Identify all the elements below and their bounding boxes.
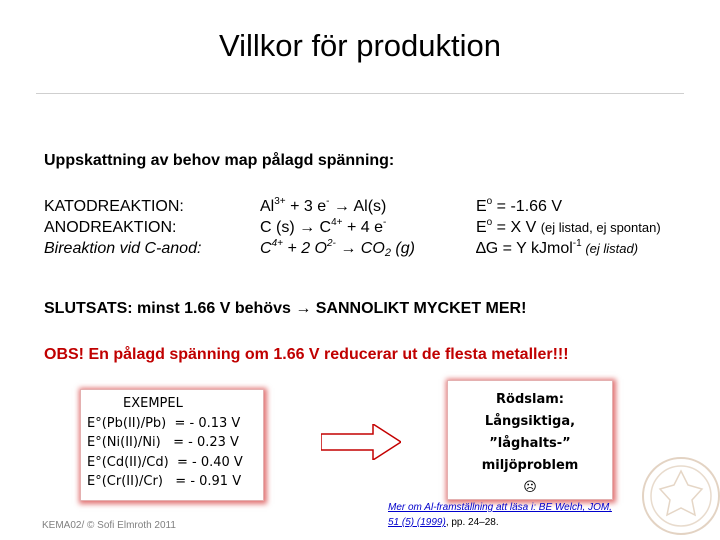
anode-potential: $E^o = X$ V (ej listad, ej spontan)	[476, 217, 661, 236]
red-mud-line: miljöproblem	[481, 458, 579, 473]
example-box	[80, 389, 264, 501]
arrow-icon: →	[295, 300, 312, 317]
reference-link-volume[interactable]: 51 (5) (1999)	[388, 517, 446, 528]
cathode-potential: $E^o = -1.66$ V	[476, 196, 563, 215]
example-heading: EXEMPEL	[123, 396, 183, 411]
red-mud-title: Rödslam:	[496, 392, 564, 407]
side-reaction-equation: $C^{4+} + 2$ $O^{2-} \to CO_2$ (g)	[260, 238, 415, 259]
obs-warning: OBS! En pålagd spänning om 1.66 V reducerar ut de flesta metaller!!!	[44, 346, 569, 363]
title-divider	[36, 93, 684, 94]
example-row: E°(Cd(II)/Cd) = - 0.40 V	[87, 454, 243, 470]
university-seal-icon	[640, 455, 720, 537]
reaction-equations	[260, 196, 415, 259]
side-reaction-gibbs: ∆G = Y kJmol$^{-1}$ (ej listad)	[476, 238, 639, 257]
reaction-labels	[44, 196, 201, 259]
intro-heading: Uppskattning av behov map pålagd spänning:	[44, 152, 395, 169]
slide-title: Villkor för produktion	[218, 28, 501, 63]
example-row: E°(Cr(II)/Cr) = - 0.91 V	[87, 474, 242, 489]
example-row: E°(Pb(II)/Pb) = - 0.13 V	[87, 415, 241, 431]
arrow-icon: →	[299, 219, 316, 236]
reference-link[interactable]: Mer om Al-framställning att läsa i: BE Welch, JOM,	[388, 502, 612, 513]
sad-face-icon: ☹	[523, 480, 537, 495]
red-mud-line: ”låghalts-”	[489, 436, 571, 451]
red-mud-box	[447, 380, 613, 500]
anode-label: ANODREAKTION:	[44, 219, 177, 236]
arrow-icon: →	[333, 198, 350, 215]
anode-equation: C $(s) \to C^{4+} + 4$ e-	[260, 217, 387, 236]
block-arrow-icon	[321, 424, 401, 460]
reaction-potentials	[476, 196, 661, 259]
side-reaction-label: Bireaktion vid C-anod:	[44, 240, 202, 257]
arrow-icon: →	[340, 240, 357, 257]
footer-credit: KEMA02/ © Sofi Elmroth 2011	[42, 520, 176, 531]
example-row: E°(Ni(II)/Ni) = - 0.23 V	[87, 435, 239, 450]
cathode-equation: $Al^{3+} + 3$ e- → Al(s)	[260, 196, 387, 215]
conclusion: SLUTSATS: minst 1.66 V behövs → SANNOLIKT MYCKET MER!	[44, 300, 527, 317]
red-mud-line: Långsiktiga,	[484, 414, 576, 429]
cathode-label: KATODREAKTION:	[44, 198, 184, 215]
reference-note: Mer om Al-framställning att läsa i: BE Welch, JOM, 51 (5) (1999), pp. 24–28.	[388, 502, 612, 528]
